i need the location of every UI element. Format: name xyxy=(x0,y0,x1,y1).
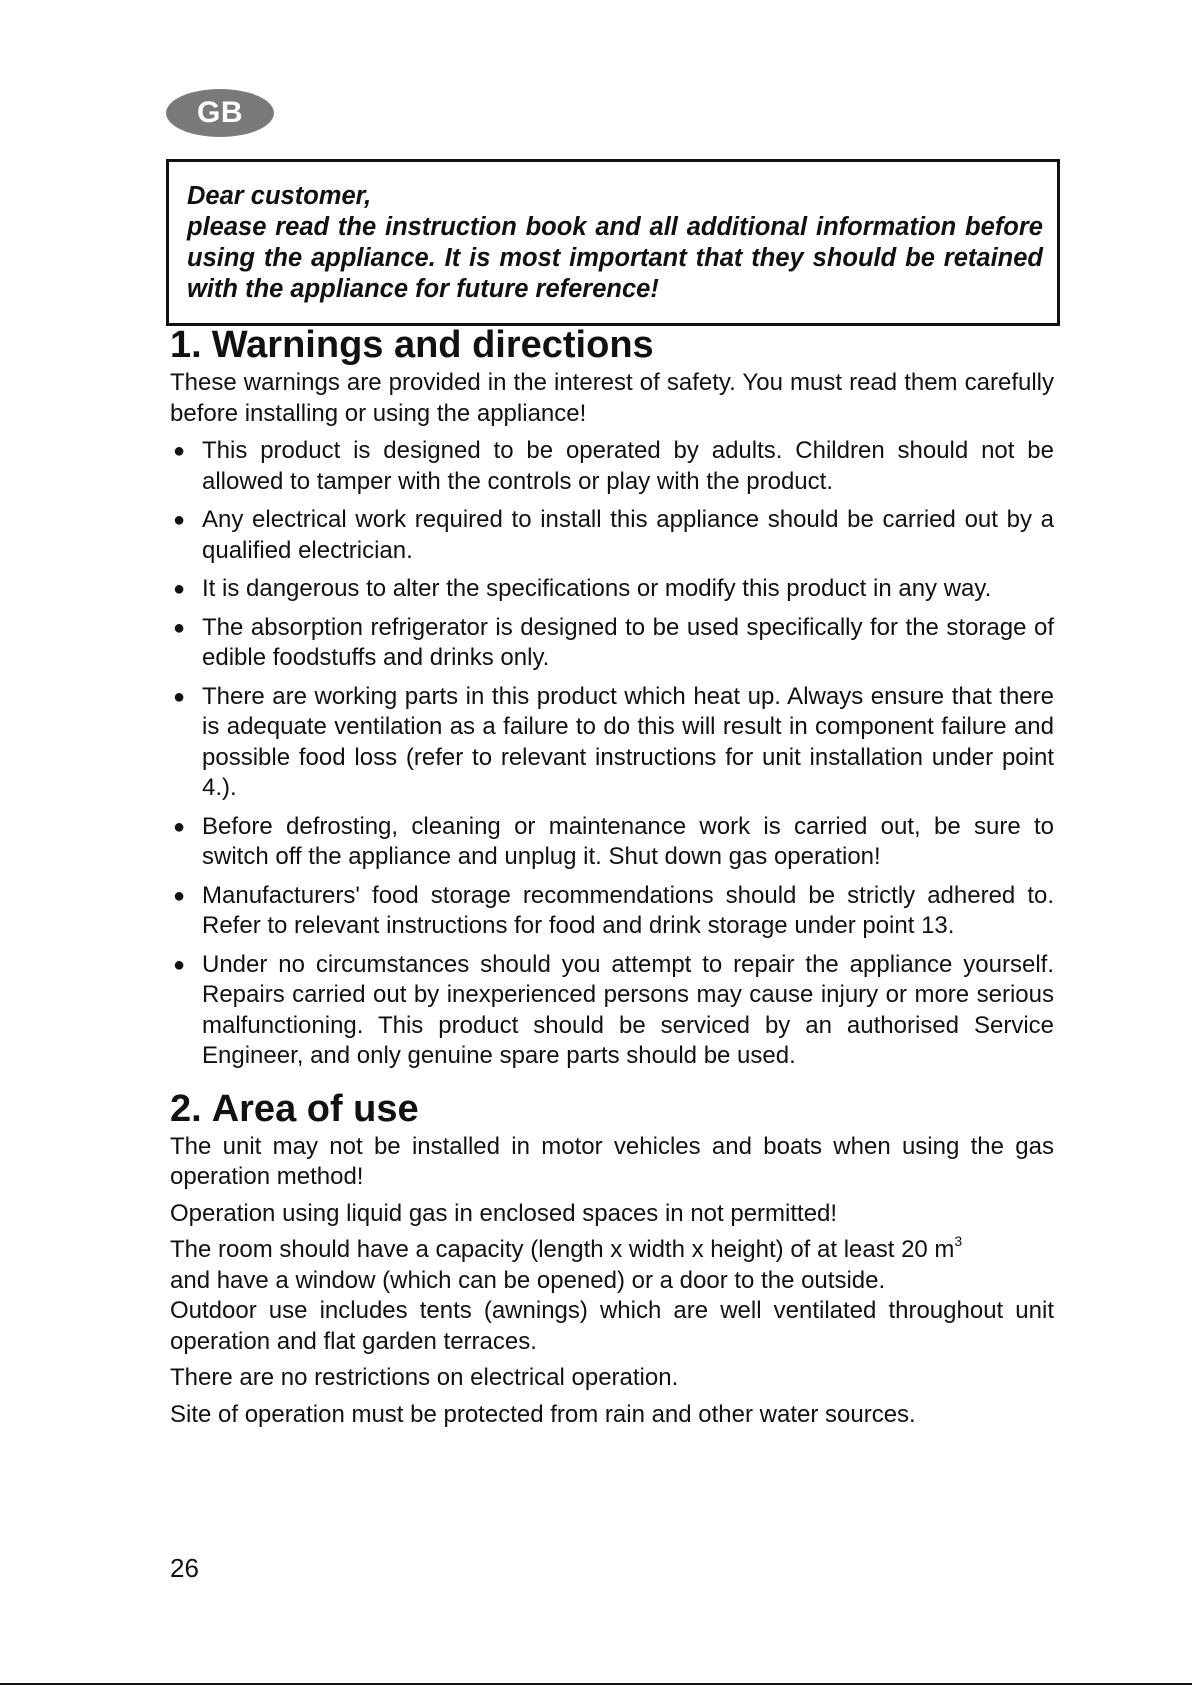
list-item: ● It is dangerous to alter the specifications or modify this product in any way. xyxy=(170,574,1054,605)
notice-greeting: Dear customer, xyxy=(187,182,372,210)
section-1-number: 1. xyxy=(170,324,202,366)
language-badge: GB xyxy=(166,89,274,137)
section-2-paragraph-1: The unit may not be installed in motor vehicles and boats when using the gas operation method! xyxy=(170,1132,1054,1190)
list-item: ● There are working parts in this product which heat up. Always ensure that there is adequate ventilation as a failure to do this will result in component failure and possible food loss (refer to relevant instructions for unit installation under point 4.). xyxy=(173,682,1054,801)
section-1-intro: These warnings are provided in the interest of safety. You must read them carefully before installing or using the appliance! xyxy=(170,369,1054,427)
list-item: ● Before defrosting, cleaning or maintenance work is carried out, be sure to switch off the appliance and unplug it. Shut down gas operation! xyxy=(173,812,1054,870)
bullet-icon: ● xyxy=(173,815,186,838)
list-item: ● The absorption refrigerator is designed to be used specifically for the storage of edible foodstuffs and drinks only. xyxy=(173,613,1054,671)
warnings-list xyxy=(170,436,1054,1072)
list-item: ● This product is designed to be operated by adults. Children should not be allowed to tamper with the controls or play with the product. xyxy=(173,437,1054,495)
bullet-icon: ● xyxy=(173,953,186,976)
section-2 xyxy=(170,1086,1054,1431)
section-1-heading xyxy=(170,322,1054,368)
list-item: ● Under no circumstances should you attempt to repair the appliance yourself. Repairs carried out by inexperienced persons may cause injury or more serious malfunctioning. This product should be serviced by an authorised Service Engineer, and only genuine spare parts should be used. xyxy=(173,950,1054,1069)
list-item: ● Any electrical work required to install this appliance should be carried out by a qualified electrician. xyxy=(173,506,1054,564)
bullet-icon: ● xyxy=(173,884,186,907)
section-2-title: Area of use xyxy=(211,1087,419,1130)
section-1-title: Warnings and directions xyxy=(211,324,654,366)
list-item: ● Manufacturers' food storage recommendations should be strictly adhered to. Refer to relevant instructions for food and drink storage under point 13. xyxy=(173,881,1054,939)
section-2-paragraph-6: Site of operation must be protected from rain and other water sources. xyxy=(170,1400,916,1428)
bullet-icon: ● xyxy=(173,685,186,708)
bullet-icon: ● xyxy=(173,440,186,462)
bullet-icon: ● xyxy=(173,616,186,639)
section-2-paragraph-3: The room should have a capacity (length x width x height) of at least 20 $m^3$ and have a window (which can be opened) or a door to the outside. xyxy=(170,1233,963,1294)
notice-text: please read the instruction book and all additional information before using the appliance. It is most important that they should be retained with the appliance for future reference! xyxy=(187,213,1043,303)
page-number: 26 xyxy=(170,1553,199,1583)
bullet-icon: ● xyxy=(173,578,186,600)
section-2-paragraph-4: Outdoor use includes tents (awnings) which are well ventilated throughout unit operation and flat garden terraces. xyxy=(170,1297,1054,1355)
bullet-icon: ● xyxy=(173,509,186,531)
superscript-3: 3 xyxy=(954,1233,963,1249)
section-2-number: 2. xyxy=(170,1087,202,1130)
main-content xyxy=(170,322,1054,1430)
section-2-paragraph-2: Operation using liquid gas in enclosed spaces in not permitted! xyxy=(170,1199,838,1227)
section-2-paragraph-5: There are no restrictions on electrical operation. xyxy=(170,1364,679,1391)
section-2-heading xyxy=(170,1086,1054,1132)
customer-notice-box xyxy=(166,159,1060,326)
